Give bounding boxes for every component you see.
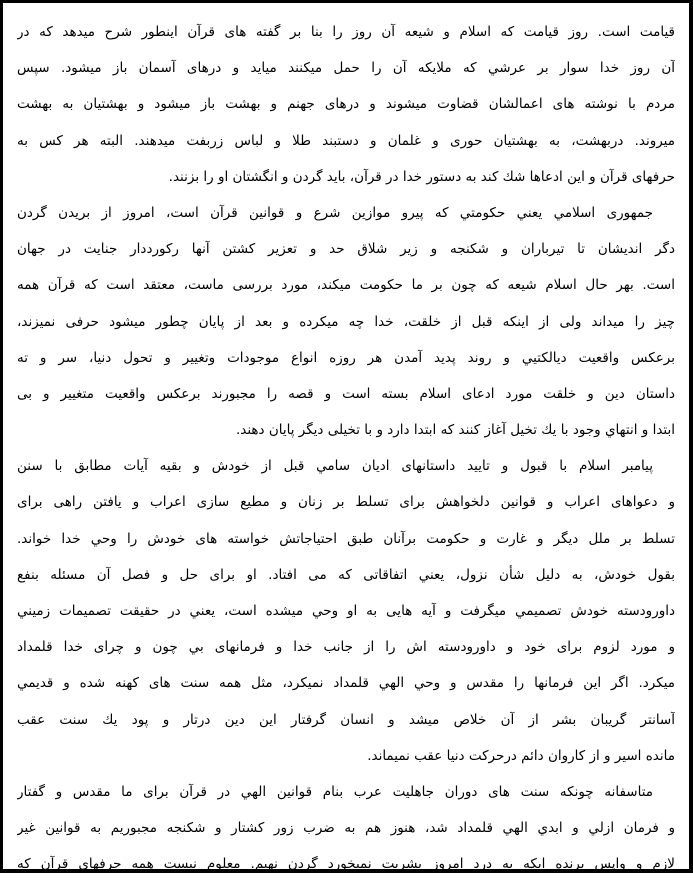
text-line: و دعواهای اعراب و قوانین دلخواهش برای تسلط بر زنان و مطیع سازی اعراب و یافتن راهی برای — [17, 494, 675, 511]
text-line: ابتدا و انتهاي وجود با یك تخیل آغاز کنند که ابتدا دارد و با تخیلی دیگر پایان دهند. — [235, 422, 675, 439]
text-line: قیامت است. روز قیامت که اسلام و شیعه آن روز را بنا بر گفته های قرآن اینطور شرح میدهد که در — [17, 24, 675, 40]
text-line: چیز را میداند ولی از اینکه قبل از خلقت، خدا چه میکرده و بعد از پایان چطور میشود حرفی نمیزند، — [17, 313, 675, 330]
text-line: میروند. دربهشت، به بهشتیان حوری و غلمان و دستبند طلا و لباس زربفت میدهند. البته هر کس به — [17, 132, 675, 149]
text-line: دگر اندیشان تا تیرباران و شکنجه و زیر شلاق حد و تعزیر کشتن آنها رکورددار جنایت در جهان — [17, 241, 675, 258]
text-line: تسلط بر ملل دیگر و غارت و حکومت برآنان طبق احتیاجاتش خواسته های خودش را وحي خدا خواند. — [17, 530, 675, 547]
text-line: مانده اسیر و از کاروان دائم درحرکت دنیا عقب نمیماند. — [367, 747, 675, 764]
text-line: است. بهر حال اسلام شیعه که چون بر ما حکومت میکند، مورد بررسی ماست، معتقد است که قرآن همه — [17, 277, 675, 294]
paragraph-first-line: متاسفانه چونکه سنت های دوران جاهلیت عرب بنام قوانین الهي در قرآن برای ما مقدس و گفتار — [17, 783, 653, 800]
text-line: و مورد لزوم برای خود و داورودسته اش را از جانب خدا و فرمانهای بي چون و چرای خدا قلمداد — [17, 639, 675, 656]
text-line: داورودسته خودش تصمیمي میگرفت و آیه هایی به او وحي میشده است، یعني در حقیقت تصمیمات زمیني — [17, 603, 675, 619]
text-line: مردم با نوشته های اعمالشان قضاوت میشوند و درهای جهنم و بهشت باز میشود و بهشتیان به بهشت — [17, 96, 675, 113]
text-line: آسانتر گریبان بشر از آن خلاص میشد و انسان گرفتار این دین درتار و پود یك سنت عقب — [17, 711, 675, 728]
text-line: و فرمان ازلي و ابدي الهي قلمداد شد، هنوز هم به ضرب زور کشتار و شکنجه مجبوریم به قوانین غیر — [17, 820, 675, 837]
text-line: لازم و واپس برنده ایکه به درد امروز بشریت نمیخورد گردن نهیم. معلوم نیست همه حرفهای قرآن که — [17, 856, 675, 873]
text-line: میکرد. اگر این فرمانها را مقدس و وحي الهي قلمداد نمیکرد، مثل همه سنت های کهنه شده و قدیمي — [17, 675, 675, 692]
text-line: حرفهای قرآن و این ادعاها شك كند به دستور خدا در قرآن، باید گردن و انگشتان او را بزنند. — [168, 168, 675, 185]
text-line: آن روز خدا سوار بر عرشي که ملایکه آن را حمل میکنند میاید و درهای آسمان باز میشود. سپس — [17, 60, 675, 77]
text-line: برعکس واقعیت دیالکتیي و روند پدید آمدن هر روزه انواع موجودات وتغییر و تحول دنیا، سر و ته — [17, 349, 675, 366]
text-line: بقول خودش، به دلیل شأن نزول، یعني اتفاقاتی که می افتاد. او برای حل و فصل آن مسئله بنفع — [17, 566, 675, 583]
document-text — [17, 17, 675, 886]
paragraph-first-line: جمهوری اسلامي یعني حکومتي که پیرو موازین شرع و قوانین قرآن است، امروز از بریدن گردن — [17, 204, 653, 221]
text-line: داستان دین و خلقت مورد ادعای اسلام بسته است و قصه را مجبورند برعکس واقعیت متغییر و بی — [17, 385, 675, 402]
paragraph-first-line: پیامبر اسلام با قبول و تایید داستانهای ادیان سامي قبل از خودش و بقیه آیات مطابق با سنن — [17, 458, 653, 475]
